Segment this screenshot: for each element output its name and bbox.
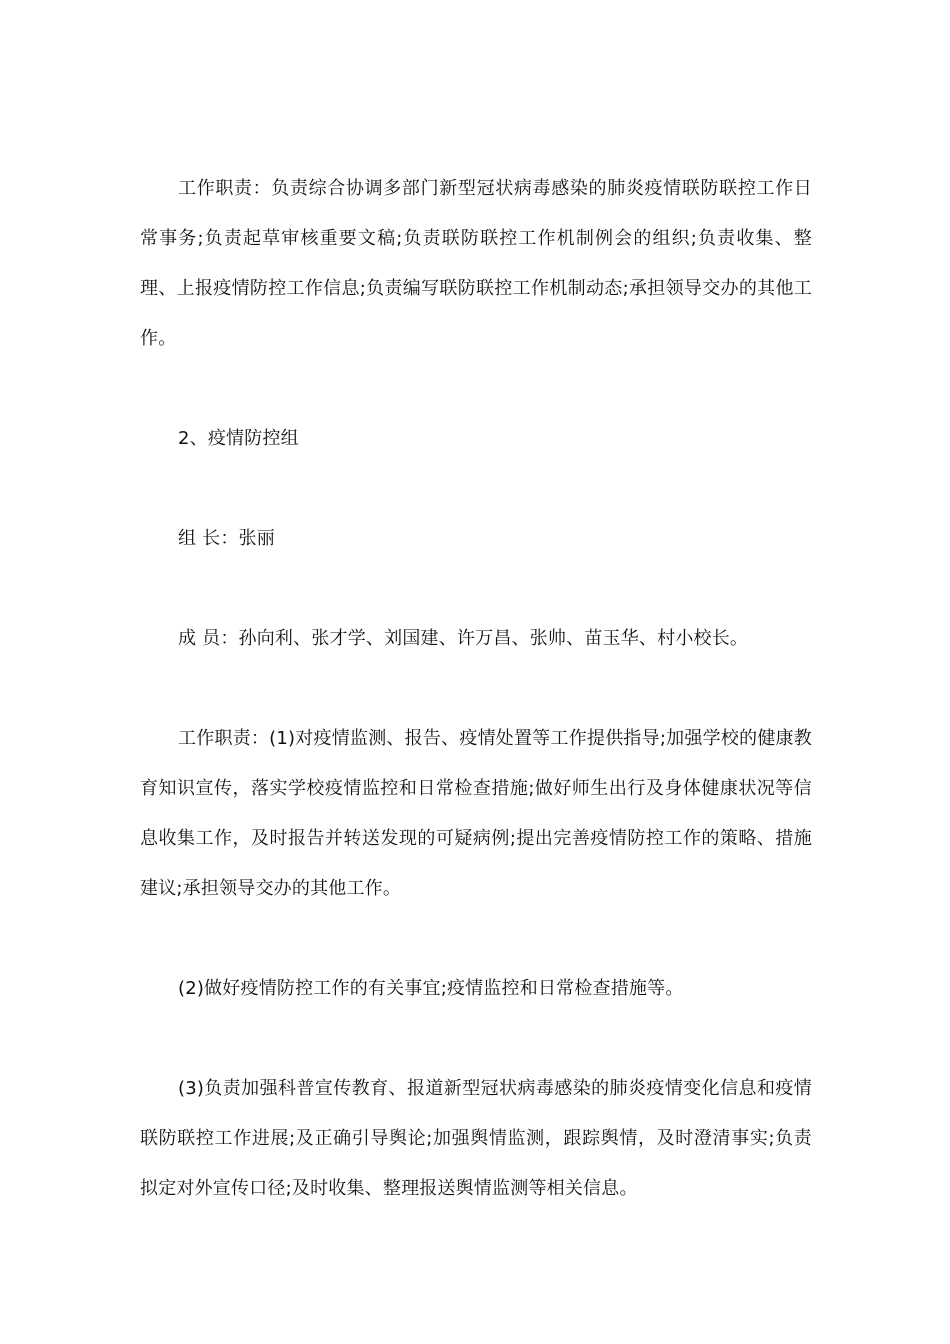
duty-paragraph-3: (3)负责加强科普宣传教育、报道新型冠状病毒感染的肺炎疫情变化信息和疫情联防联控工作进展;及正确引导舆论;加强舆情监测，跟踪舆情，及时澄清事实;负责拟定对外宣传口径;及时收集、整理报送舆情监测等相关信息。 — [140, 1078, 812, 1199]
group-leader-line: 组 长：张丽 — [178, 528, 275, 549]
section-heading-epidemic-control: 2、疫情防控组 — [178, 428, 299, 449]
duty-paragraph-2: (2)做好疫情防控工作的有关事宜;疫情监控和日常检查措施等。 — [178, 978, 684, 999]
document-page — [140, 164, 812, 1214]
group-members-line: 成 员：孙向利、张才学、刘国建、许万昌、张帅、苗玉华、村小校长。 — [178, 628, 749, 649]
duty-paragraph-1: 工作职责：(1)对疫情监测、报告、疫情处置等工作提供指导;加强学校的健康教育知识宣传，落实学校疫情监控和日常检查措施;做好师生出行及身体健康状况等信息收集工作，及时报告并转送发现的可疑病例;提出完善疫情防控工作的策略、措施建议;承担领导交办的其他工作。 — [140, 728, 812, 899]
duty-paragraph-office: 工作职责：负责综合协调多部门新型冠状病毒感染的肺炎疫情联防联控工作日常事务;负责起草审核重要文稿;负责联防联控工作机制例会的组织;负责收集、整理、上报疫情防控工作信息;负责编写联防联控工作机制动态;承担领导交办的其他工作。 — [140, 178, 812, 349]
